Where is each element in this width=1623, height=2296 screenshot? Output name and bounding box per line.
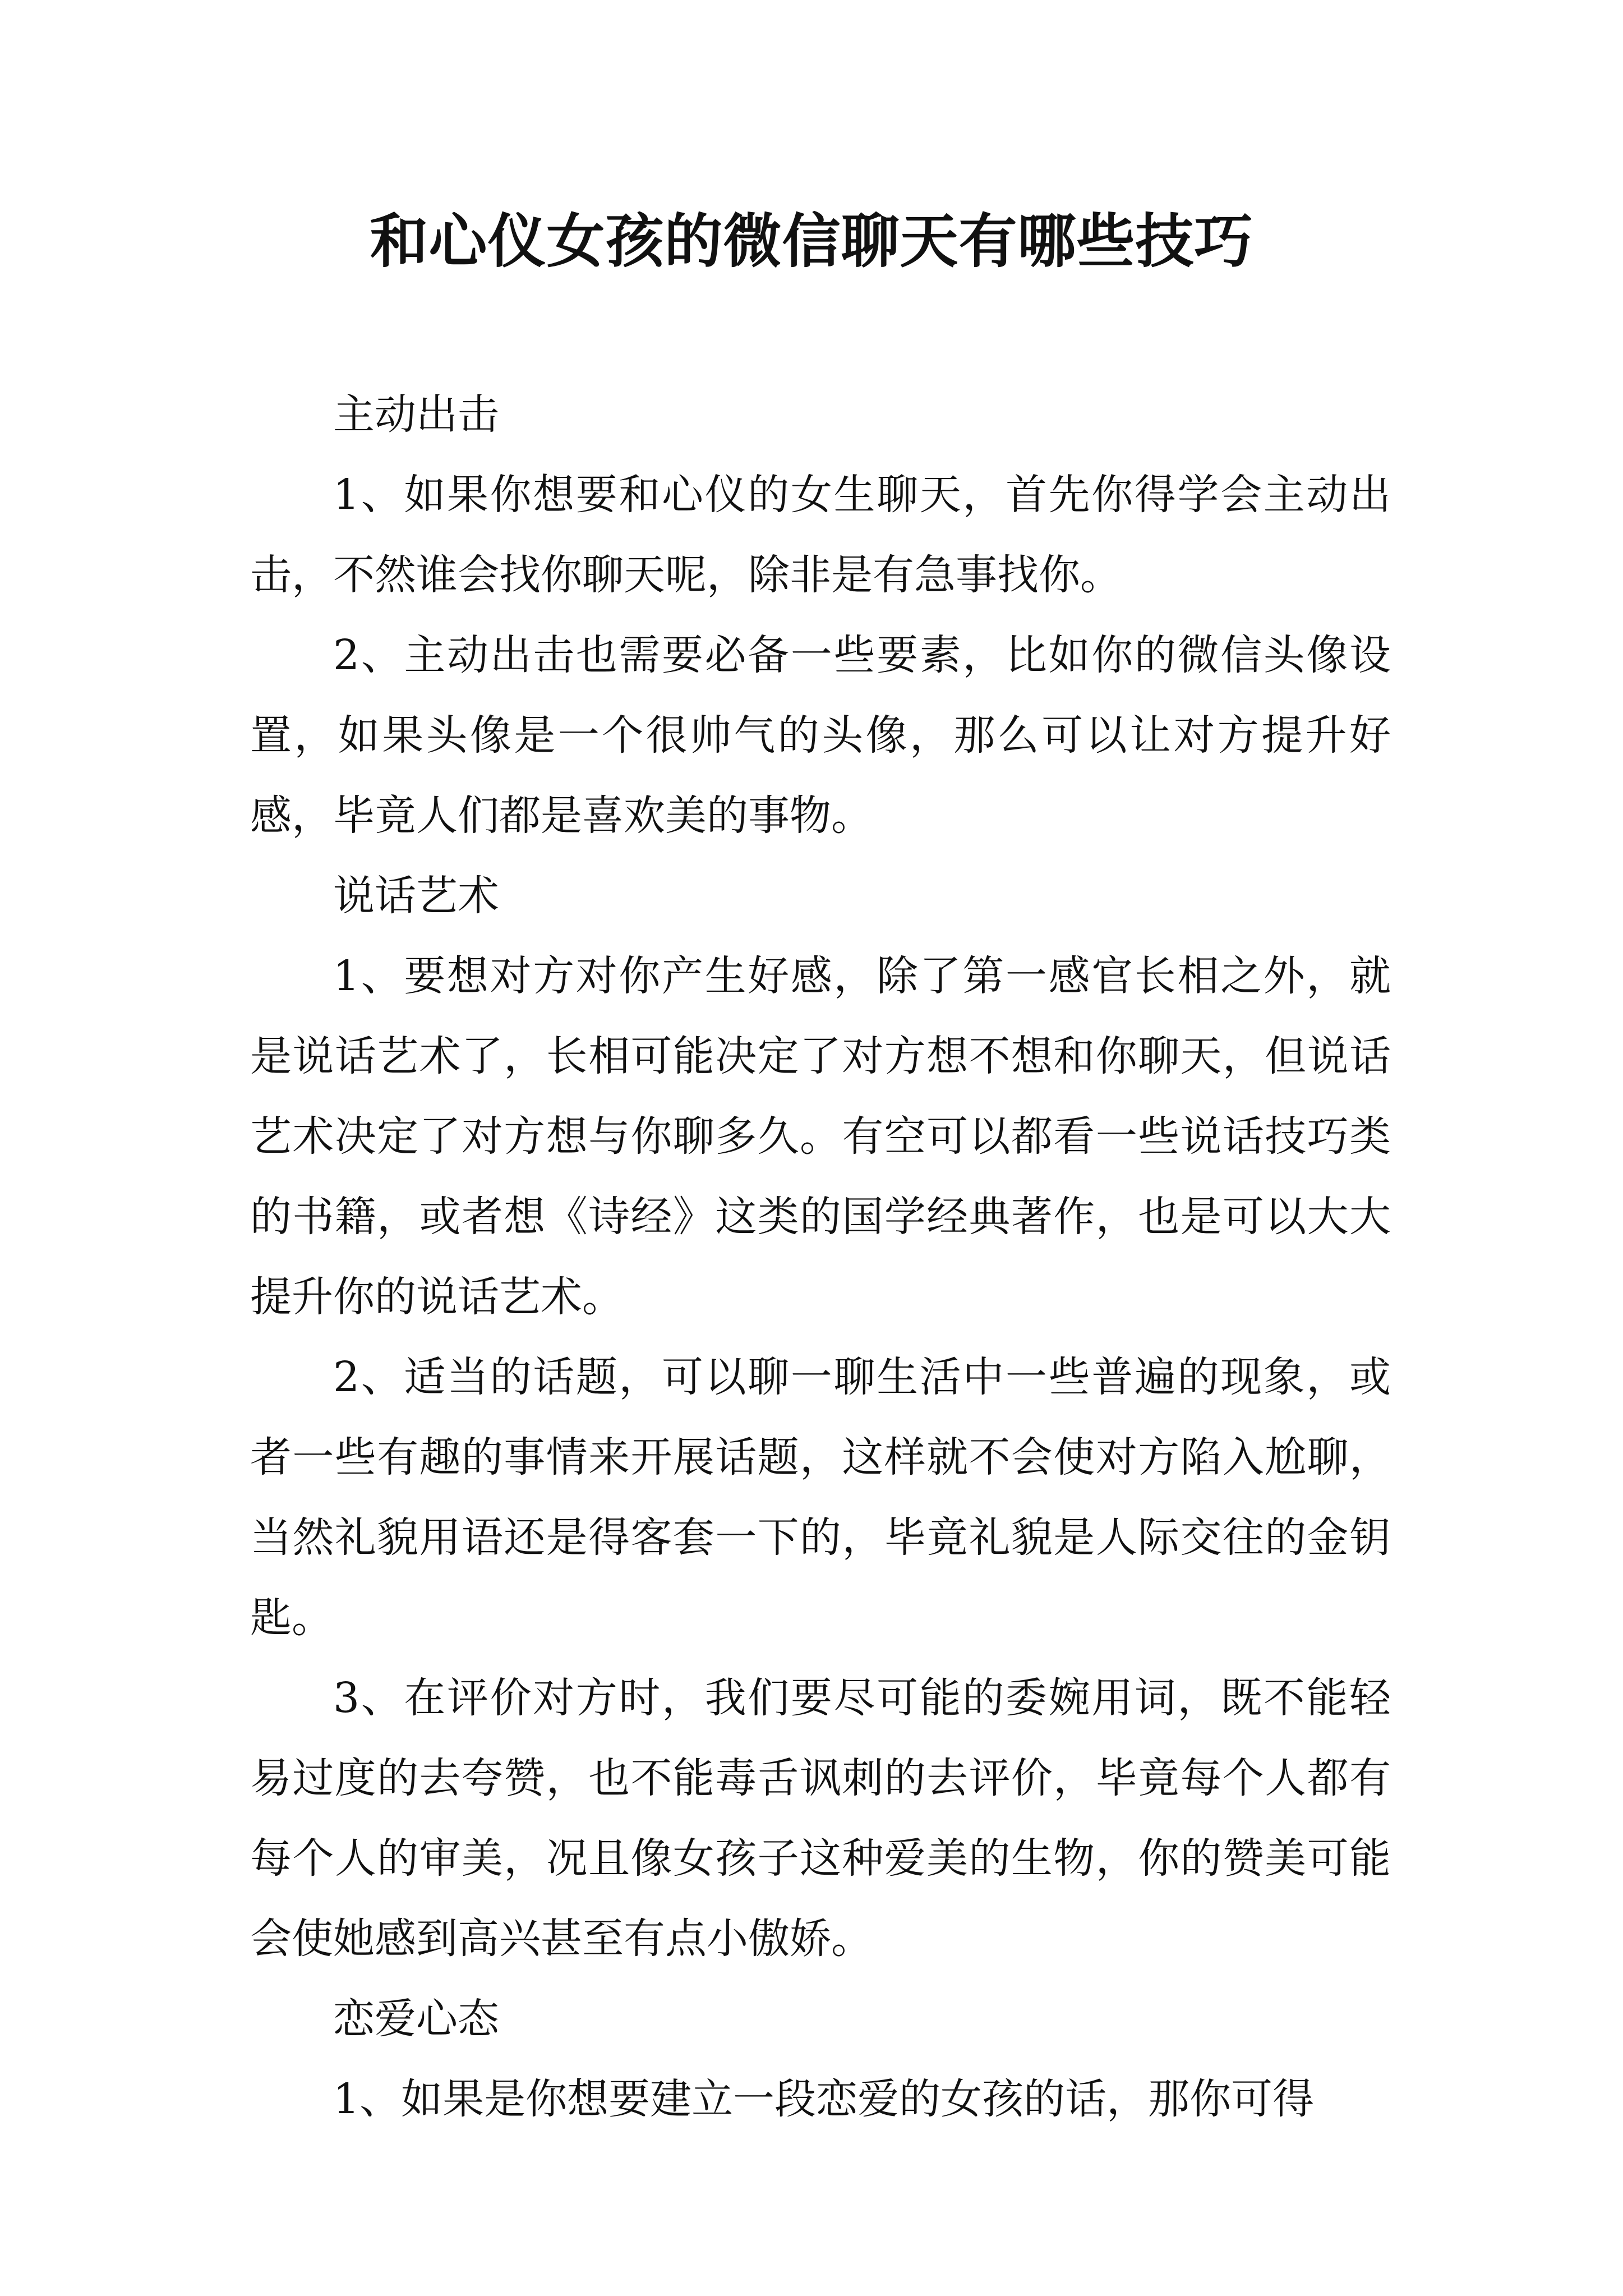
section-heading: 主动出击 bbox=[333, 390, 499, 439]
document-body bbox=[250, 375, 1391, 2139]
section-heading: 说话艺术 bbox=[333, 872, 499, 920]
document-title: 和心仪女孩的微信聊天有哪些技巧 bbox=[370, 206, 1253, 275]
section-heading: 恋爱心态 bbox=[333, 1995, 499, 2043]
paragraph: 2、主动出击也需要必备一些要素，比如你的微信头像设置，如果头像是一个很帅气的头像，那么可以让对方提升好感，毕竟人们都是喜欢美的事物。 bbox=[250, 631, 1391, 840]
paragraph: 2、适当的话题，可以聊一聊生活中一些普遍的现象，或者一些有趣的事情来开展话题，这样就不会使对方陷入尬聊，当然礼貌用语还是得客套一下的，毕竟礼貌是人际交往的金钥匙。 bbox=[250, 1353, 1391, 1642]
paragraph: 1、如果你想要和心仪的女生聊天，首先你得学会主动出击，不然谁会找你聊天呢，除非是有急事找你。 bbox=[250, 471, 1391, 599]
paragraph: 1、要想对方对你产生好感，除了第一感官长相之外，就是说话艺术了，长相可能决定了对方想不想和你聊天，但说话艺术决定了对方想与你聊多久。有空可以都看一些说话技巧类的书籍，或者想《诗经》这类的国学经典著作，也是可以大大提升你的说话艺术。 bbox=[250, 952, 1391, 1321]
paragraph: 1、如果是你想要建立一段恋爱的女孩的话，那你可得 bbox=[333, 2075, 1315, 2123]
paragraph: 3、在评价对方时，我们要尽可能的委婉用词，既不能轻易过度的去夸赞，也不能毒舌讽刺的去评价，毕竟每个人都有每个人的审美，况且像女孩子这种爱美的生物，你的赞美可能会使她感到高兴甚至有点小傲娇。 bbox=[250, 1674, 1391, 1963]
